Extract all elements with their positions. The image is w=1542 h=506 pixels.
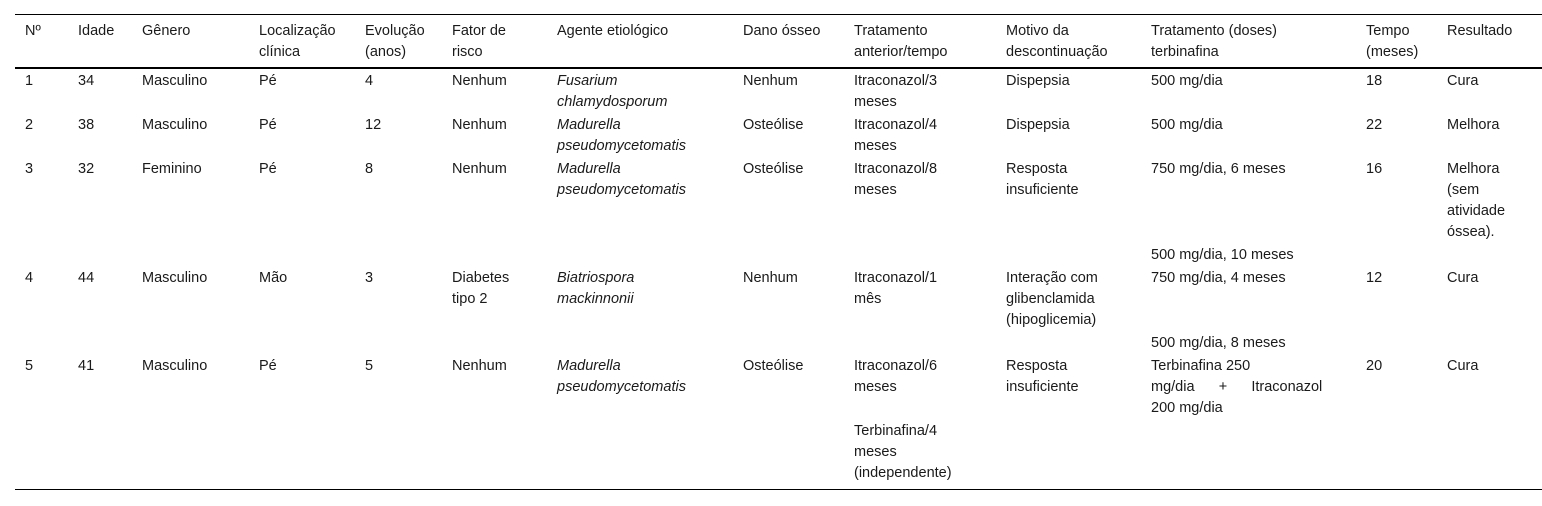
cell-tratamento-doses: 500 mg/dia [1151, 117, 1223, 133]
cell-n: 3 [25, 161, 34, 177]
cell-dano: Nenhum [743, 270, 798, 286]
cell-tratamento-anterior: Itraconazol/6 meses [854, 358, 938, 395]
cell-evolucao: 3 [365, 270, 374, 286]
cell-n: 1 [25, 73, 34, 89]
cell-genero: Masculino [142, 270, 208, 286]
cell-tempo: 20 [1366, 358, 1383, 374]
cell-genero: Feminino [142, 161, 202, 177]
cell-resultado: Melhora [1447, 117, 1500, 133]
cell-motivo: Resposta insuficiente [1006, 161, 1079, 198]
cell-localizacao: Mão [259, 270, 288, 286]
cell-tratamento-doses: 500 mg/dia [1151, 73, 1223, 89]
cell-localizacao: Pé [259, 73, 277, 89]
cell-tempo: 16 [1366, 161, 1383, 177]
table-bottom-rule [15, 489, 1542, 490]
cell-localizacao: Pé [259, 117, 277, 133]
table-top-rule [15, 14, 1542, 15]
cell-tratamento-anterior: Itraconazol/4 meses [854, 117, 938, 154]
cell-dano: Nenhum [743, 73, 798, 89]
header-evolucao: Evolução (anos) [365, 23, 425, 60]
header-agente: Agente etiológico [557, 23, 669, 39]
cell-evolucao: 5 [365, 358, 374, 374]
cell-resultado: Cura [1447, 73, 1479, 89]
cell-tratamento-doses: 750 mg/dia, 6 meses [1151, 161, 1286, 177]
cell-resultado: Cura [1447, 358, 1479, 374]
cell-tempo: 12 [1366, 270, 1383, 286]
header-motivo: Motivo da descontinuação [1006, 23, 1108, 60]
cell-agente: Madurella pseudomycetomatis [557, 161, 686, 198]
cell-motivo: Interação com glibenclamida (hipoglicemia) [1006, 270, 1098, 328]
cell-idade: 41 [78, 358, 95, 374]
cell-idade: 34 [78, 73, 95, 89]
header-genero: Gênero [142, 23, 191, 39]
cell-tratamento-doses: Terbinafina 250 mg/dia + Itraconazol 200 mg/dia [1151, 358, 1323, 416]
cell-localizacao: Pé [259, 161, 277, 177]
cell-tratamento-doses-continuation: 500 mg/dia, 8 meses [1151, 335, 1286, 351]
cell-dano: Osteólise [743, 358, 804, 374]
cell-evolucao: 12 [365, 117, 382, 133]
cell-tempo: 18 [1366, 73, 1383, 89]
header-tratamento-anterior: Tratamento anterior/tempo [854, 23, 948, 60]
cell-tratamento-anterior-continuation: Terbinafina/4 meses (independente) [854, 423, 952, 481]
cell-agente: Biatriospora mackinnonii [557, 270, 635, 307]
cell-agente: Madurella pseudomycetomatis [557, 117, 686, 154]
cell-tratamento-anterior: Itraconazol/3 meses [854, 73, 938, 110]
cell-fator: Nenhum [452, 73, 507, 89]
header-tempo: Tempo (meses) [1366, 23, 1419, 60]
cell-motivo: Resposta insuficiente [1006, 358, 1079, 395]
cell-fator: Nenhum [452, 117, 507, 133]
header-dano: Dano ósseo [743, 23, 821, 39]
cell-genero: Masculino [142, 73, 208, 89]
cell-idade: 44 [78, 270, 95, 286]
cell-tempo: 22 [1366, 117, 1383, 133]
cell-n: 5 [25, 358, 34, 374]
table-header-rule [15, 67, 1542, 69]
cell-localizacao: Pé [259, 358, 277, 374]
cell-tratamento-anterior: Itraconazol/1 mês [854, 270, 938, 307]
cell-genero: Masculino [142, 117, 208, 133]
cell-idade: 32 [78, 161, 95, 177]
cell-fator: Diabetes tipo 2 [452, 270, 510, 307]
cell-motivo: Dispepsia [1006, 73, 1070, 89]
header-n: Nº [25, 23, 41, 39]
header-tratamento-doses: Tratamento (doses) terbinafina [1151, 23, 1277, 60]
cell-dano: Osteólise [743, 161, 804, 177]
cell-dano: Osteólise [743, 117, 804, 133]
cell-evolucao: 4 [365, 73, 374, 89]
cell-fator: Nenhum [452, 161, 507, 177]
cell-motivo: Dispepsia [1006, 117, 1070, 133]
cell-agente: Fusarium chlamydosporum [557, 73, 668, 110]
header-localizacao: Localização clínica [259, 23, 336, 60]
cell-evolucao: 8 [365, 161, 374, 177]
cell-resultado: Melhora (sem atividade óssea). [1447, 161, 1506, 240]
cell-genero: Masculino [142, 358, 208, 374]
cell-resultado: Cura [1447, 270, 1479, 286]
cell-tratamento-doses: 750 mg/dia, 4 meses [1151, 270, 1286, 286]
cell-n: 2 [25, 117, 34, 133]
cell-agente: Madurella pseudomycetomatis [557, 358, 686, 395]
cell-tratamento-doses-continuation: 500 mg/dia, 10 meses [1151, 247, 1294, 263]
header-resultado: Resultado [1447, 23, 1513, 39]
cell-fator: Nenhum [452, 358, 507, 374]
cell-idade: 38 [78, 117, 95, 133]
header-fator: Fator de risco [452, 23, 506, 60]
cell-n: 4 [25, 270, 34, 286]
header-idade: Idade [78, 23, 115, 39]
cell-tratamento-anterior: Itraconazol/8 meses [854, 161, 938, 198]
